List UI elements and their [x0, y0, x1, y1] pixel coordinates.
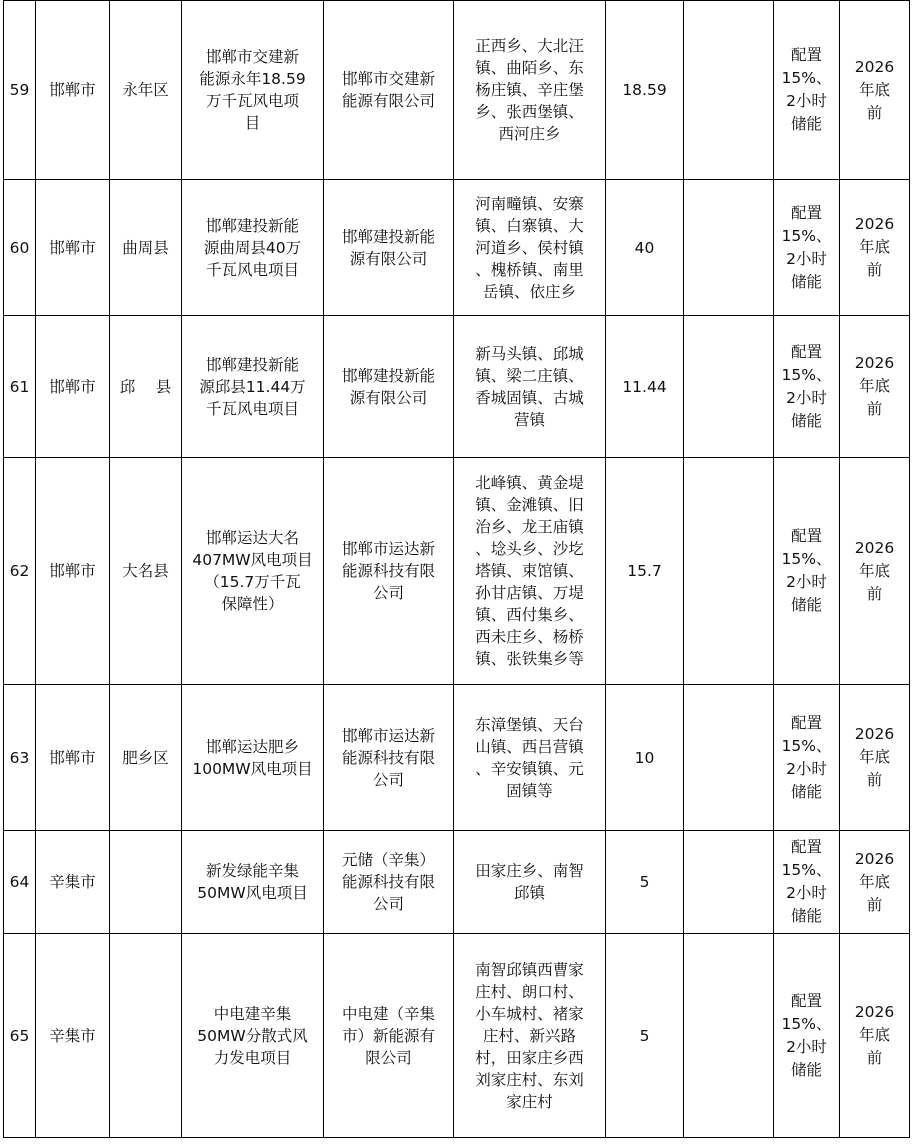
extra-cell	[684, 316, 774, 458]
capacity-cell: 5	[606, 934, 684, 1138]
city-cell: 邯郸市	[36, 1, 110, 180]
location-cell: 田家庄乡、南智 邱镇	[454, 831, 606, 934]
project-name-cell: 邯郸运达肥乡 100MW风电项目	[182, 685, 324, 831]
county-cell: 邱 县	[110, 316, 182, 458]
project-name-cell: 邯郸市交建新 能源永年18.59 万千瓦风电项 目	[182, 1, 324, 180]
county-cell: 肥乡区	[110, 685, 182, 831]
company-cell: 中电建（辛集 市）新能源有 限公司	[324, 934, 454, 1138]
company-cell: 邯郸建投新能 源有限公司	[324, 316, 454, 458]
extra-cell	[684, 685, 774, 831]
storage-cell: 配置 15%、 2小时 储能	[774, 316, 840, 458]
capacity-cell: 5	[606, 831, 684, 934]
county-cell: 永年区	[110, 1, 182, 180]
city-cell: 邯郸市	[36, 316, 110, 458]
capacity-cell: 18.59	[606, 1, 684, 180]
company-cell: 元储（辛集） 能源科技有限 公司	[324, 831, 454, 934]
deadline-cell: 2026 年底 前	[840, 934, 910, 1138]
project-table	[3, 0, 910, 1138]
company-cell: 邯郸市交建新 能源有限公司	[324, 1, 454, 180]
deadline-cell: 2026 年底 前	[840, 180, 910, 316]
city-cell: 辛集市	[36, 934, 110, 1138]
company-cell: 邯郸市运达新 能源科技有限 公司	[324, 458, 454, 685]
table-row	[4, 831, 910, 934]
storage-cell: 配置 15%、 2小时 储能	[774, 1, 840, 180]
county-cell	[110, 831, 182, 934]
extra-cell	[684, 1, 774, 180]
storage-cell: 配置 15%、 2小时 储能	[774, 180, 840, 316]
project-name-cell: 邯郸建投新能 源曲周县40万 千瓦风电项目	[182, 180, 324, 316]
county-cell: 大名县	[110, 458, 182, 685]
location-cell: 河南疃镇、安寨 镇、白寨镇、大 河道乡、侯村镇 、槐桥镇、南里 岳镇、依庄乡	[454, 180, 606, 316]
row-index: 64	[4, 831, 36, 934]
extra-cell	[684, 934, 774, 1138]
location-cell: 正西乡、大北汪 镇、曲陌乡、东 杨庄镇、辛庄堡 乡、张西堡镇、 西河庄乡	[454, 1, 606, 180]
storage-cell: 配置 15%、 2小时 储能	[774, 831, 840, 934]
table-body	[4, 1, 910, 1138]
row-index: 59	[4, 1, 36, 180]
city-cell: 邯郸市	[36, 458, 110, 685]
company-cell: 邯郸市运达新 能源科技有限 公司	[324, 685, 454, 831]
capacity-cell: 10	[606, 685, 684, 831]
capacity-cell: 15.7	[606, 458, 684, 685]
row-index: 63	[4, 685, 36, 831]
extra-cell	[684, 458, 774, 685]
table-row	[4, 180, 910, 316]
county-cell: 曲周县	[110, 180, 182, 316]
project-name-cell: 新发绿能辛集 50MW风电项目	[182, 831, 324, 934]
county-cell	[110, 934, 182, 1138]
row-index: 61	[4, 316, 36, 458]
table-row	[4, 1, 910, 180]
deadline-cell: 2026 年底 前	[840, 685, 910, 831]
project-name-cell: 邯郸建投新能 源邱县11.44万 千瓦风电项目	[182, 316, 324, 458]
location-cell: 南智邱镇西曹家 庄村、朗口村、 小车城村、褚家 庄村、新兴路 村，田家庄乡西 刘家庄村、东刘 家庄村	[454, 934, 606, 1138]
row-index: 65	[4, 934, 36, 1138]
city-cell: 邯郸市	[36, 685, 110, 831]
location-cell: 北峰镇、黄金堤 镇、金滩镇、旧 治乡、龙王庙镇 、埝头乡、沙圪 塔镇、束馆镇、 孙甘店镇、万堤 镇、西付集乡、 西未庄乡、杨桥 镇、张铁集乡等	[454, 458, 606, 685]
deadline-cell: 2026 年底 前	[840, 1, 910, 180]
table-row	[4, 685, 910, 831]
location-cell: 东漳堡镇、天台 山镇、西吕营镇 、辛安镇镇、元 固镇等	[454, 685, 606, 831]
table-row	[4, 934, 910, 1138]
storage-cell: 配置 15%、 2小时 储能	[774, 458, 840, 685]
project-name-cell: 中电建辛集 50MW分散式风 力发电项目	[182, 934, 324, 1138]
deadline-cell: 2026 年底 前	[840, 831, 910, 934]
capacity-cell: 40	[606, 180, 684, 316]
row-index: 62	[4, 458, 36, 685]
capacity-cell: 11.44	[606, 316, 684, 458]
extra-cell	[684, 831, 774, 934]
deadline-cell: 2026 年底 前	[840, 458, 910, 685]
location-cell: 新马头镇、邱城 镇、梁二庄镇、 香城固镇、古城 营镇	[454, 316, 606, 458]
extra-cell	[684, 180, 774, 316]
table-row	[4, 316, 910, 458]
city-cell: 辛集市	[36, 831, 110, 934]
storage-cell: 配置 15%、 2小时 储能	[774, 685, 840, 831]
deadline-cell: 2026 年底 前	[840, 316, 910, 458]
row-index: 60	[4, 180, 36, 316]
storage-cell: 配置 15%、 2小时 储能	[774, 934, 840, 1138]
city-cell: 邯郸市	[36, 180, 110, 316]
company-cell: 邯郸建投新能 源有限公司	[324, 180, 454, 316]
project-name-cell: 邯郸运达大名 407MW风电项目 （15.7万千瓦 保障性）	[182, 458, 324, 685]
table-row	[4, 458, 910, 685]
